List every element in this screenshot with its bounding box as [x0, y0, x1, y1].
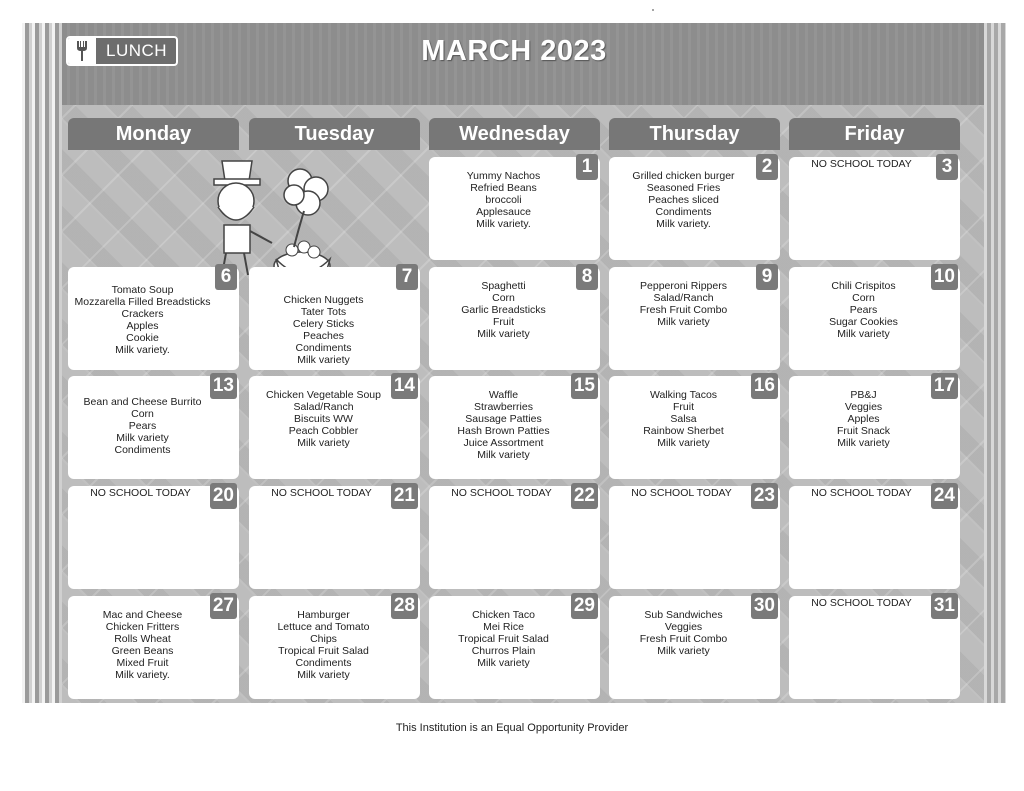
day-cell — [429, 376, 600, 479]
day-number: 16 — [751, 373, 778, 399]
day-number: 7 — [396, 264, 418, 290]
menu-text: NO SCHOOL TODAY — [271, 487, 372, 499]
day-number: 31 — [931, 593, 958, 619]
day-number: 2 — [756, 154, 778, 180]
day-number: 15 — [571, 373, 598, 399]
header-thursday: Thursday — [609, 118, 780, 150]
day-number: 24 — [931, 483, 958, 509]
day-cell — [609, 157, 780, 260]
menu-text: NO SCHOOL TODAY — [451, 487, 552, 499]
day-number: 3 — [936, 154, 958, 180]
menu-text: Pepperoni Rippers Salad/Ranch Fresh Fruit Combo Milk variety — [639, 280, 728, 328]
day-number: 1 — [576, 154, 598, 180]
day-cell — [68, 486, 239, 589]
day-number: 8 — [576, 264, 598, 290]
day-number: 20 — [210, 483, 237, 509]
day-cell — [609, 267, 780, 370]
day-cell — [249, 376, 420, 479]
header-tuesday: Tuesday — [249, 118, 420, 150]
day-cell — [789, 376, 960, 479]
day-number: 9 — [756, 264, 778, 290]
day-cell — [609, 376, 780, 479]
day-cell — [429, 267, 600, 370]
day-cell — [68, 596, 239, 699]
day-number: 13 — [210, 373, 237, 399]
day-cell — [789, 157, 960, 260]
day-cell — [249, 596, 420, 699]
day-number: 23 — [751, 483, 778, 509]
menu-text: NO SCHOOL TODAY — [811, 597, 912, 609]
menu-text: NO SCHOOL TODAY — [90, 487, 191, 499]
day-number: 17 — [931, 373, 958, 399]
menu-text: Chicken Nuggets Tater Tots Celery Sticks Peaches Condiments Milk variety — [283, 294, 364, 366]
footer-text: This Institution is an Equal Opportunity Provider — [395, 722, 629, 734]
day-cell — [429, 157, 600, 260]
menu-text: Hamburger Lettuce and Tomato Chips Tropical Fruit Salad Condiments Milk variety — [277, 609, 370, 681]
day-number: 30 — [751, 593, 778, 619]
menu-text: Waffle Strawberries Sausage Patties Hash Brown Patties Juice Assortment Milk variety — [457, 389, 550, 461]
menu-text: Bean and Cheese Burrito Corn Pears Milk variety Condiments — [83, 396, 202, 456]
day-cell — [609, 596, 780, 699]
menu-text: Sub Sandwiches Veggies Fresh Fruit Combo Milk variety — [639, 609, 728, 657]
header-friday: Friday — [789, 118, 960, 150]
right-stripe-border — [984, 23, 1006, 703]
day-number: 6 — [215, 264, 237, 290]
day-number: 21 — [391, 483, 418, 509]
day-cell — [249, 486, 420, 589]
menu-text: Tomato Soup Mozzarella Filled Breadsticks Crackers Apples Cookie Milk variety. — [74, 284, 211, 356]
left-stripe-border — [22, 23, 62, 703]
page-title: MARCH 2023 — [421, 35, 607, 67]
day-number: 10 — [931, 264, 958, 290]
menu-text: Yummy Nachos Refried Beans broccoli Applesauce Milk variety. — [466, 170, 541, 230]
day-cell — [68, 376, 239, 479]
day-number: 28 — [391, 593, 418, 619]
menu-text: Chili Crispitos Corn Pears Sugar Cookies Milk variety — [829, 280, 898, 340]
speck — [652, 9, 654, 11]
logo-label: LUNCH — [106, 41, 168, 60]
menu-text: NO SCHOOL TODAY — [811, 158, 912, 170]
day-cell — [249, 267, 420, 370]
calendar-page — [22, 23, 1006, 703]
menu-text: NO SCHOOL TODAY — [631, 487, 732, 499]
day-number: 27 — [210, 593, 237, 619]
day-number: 29 — [571, 593, 598, 619]
menu-text: PB&J Veggies Apples Fruit Snack Milk variety — [836, 389, 891, 449]
day-cell — [789, 486, 960, 589]
menu-text: Walking Tacos Fruit Salsa Rainbow Sherbet Milk variety — [643, 389, 724, 449]
menu-text: Spaghetti Corn Garlic Breadsticks Fruit Milk variety — [461, 280, 546, 340]
day-cell — [68, 267, 239, 370]
day-number: 22 — [571, 483, 598, 509]
menu-text: Chicken Vegetable Soup Salad/Ranch Biscuits WW Peach Cobbler Milk variety — [265, 389, 381, 449]
day-number: 14 — [391, 373, 418, 399]
day-cell — [609, 486, 780, 589]
header-wednesday: Wednesday — [429, 118, 600, 150]
day-cell — [429, 486, 600, 589]
day-cell — [429, 596, 600, 699]
menu-text: Grilled chicken burger Seasoned Fries Peaches sliced Condiments Milk variety. — [632, 170, 735, 230]
header-monday: Monday — [68, 118, 239, 150]
menu-text: Chicken Taco Mei Rice Tropical Fruit Salad Churros Plain Milk variety — [458, 609, 549, 669]
leprechaun-illustration — [184, 151, 344, 283]
menu-text: Mac and Cheese Chicken Fritters Rolls Wheat Green Beans Mixed Fruit Milk variety. — [102, 609, 183, 681]
day-cell — [789, 596, 960, 699]
menu-text: NO SCHOOL TODAY — [811, 487, 912, 499]
day-cell — [789, 267, 960, 370]
